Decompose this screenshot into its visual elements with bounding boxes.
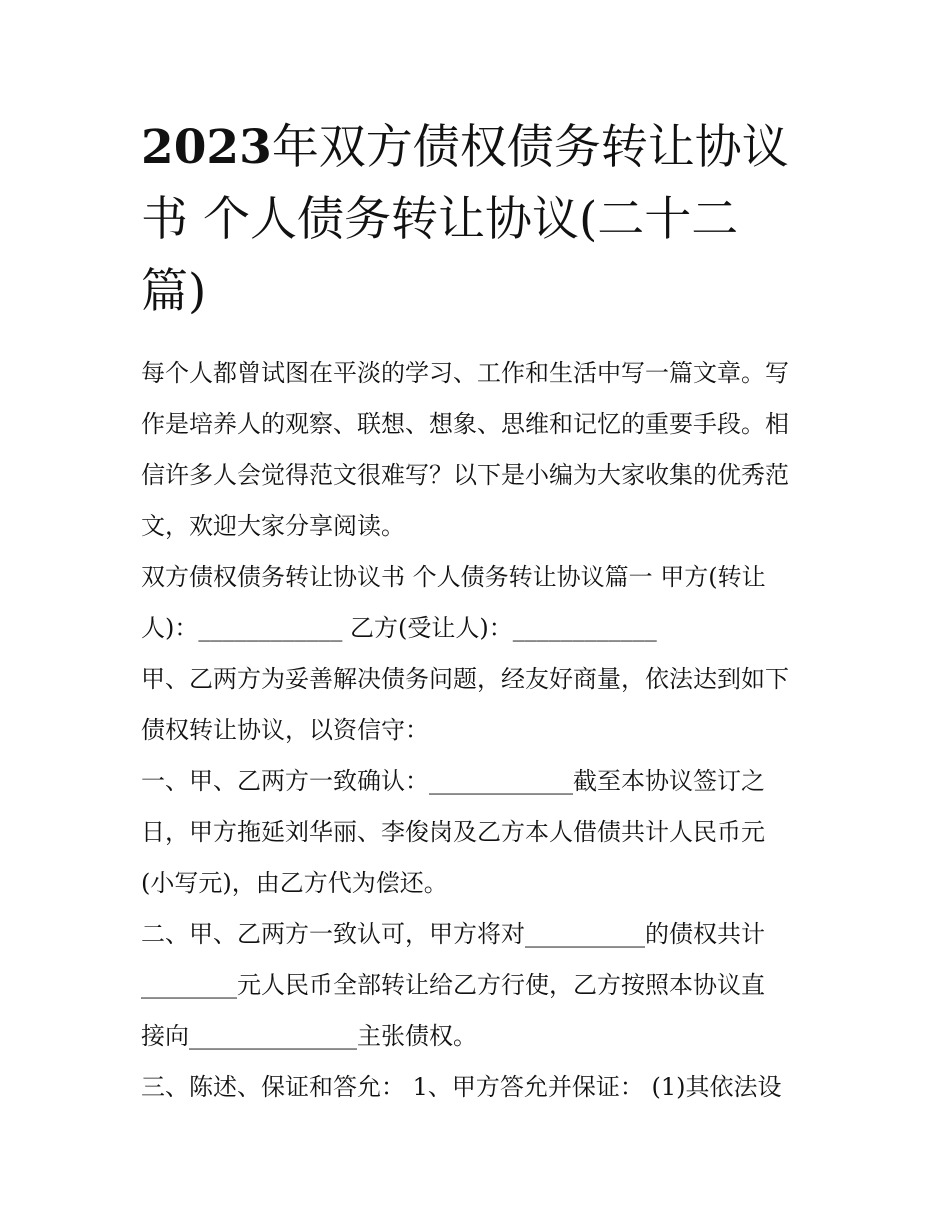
title-year: 2023 [141,120,272,175]
document-body [141,348,816,1113]
title-text-1: 年双方债权债务转让协议 [271,120,789,175]
paragraph-preamble [141,654,816,756]
document-title [141,112,816,328]
paragraph-intro [141,348,816,552]
text-line: 双方债权债务转让协议书 个人债务转让协议篇一 甲方(转让 [141,563,766,591]
text-line: 文，欢迎大家分享阅读。 [141,512,405,540]
text-line: 人)：____________ 乙方(受让人)：____________ [141,614,657,642]
text-line: (小写元)，由乙方代为偿还。 [141,869,448,897]
text-line: 三、陈述、保证和答允： 1、甲方答允并保证： (1)其依法设 [141,1073,782,1101]
text-line: 每个人都曾试图在平淡的学习、工作和生活中写一篇文章。写 [141,359,789,387]
text-line: 接向______________主张债权。 [141,1022,477,1050]
text-line: 作是培养人的观察、联想、想象、思维和记忆的重要手段。相 [141,410,789,438]
text-line: 二、甲、乙两方一致认可，甲方将对__________的债权共计 [141,920,765,948]
paragraph-clause-1 [141,756,816,909]
text-line: 债权转让协议，以资信守： [141,716,429,744]
paragraph-clause-2 [141,909,816,1062]
paragraph-parties [141,552,816,654]
text-line: 日，甲方拖延刘华丽、李俊岗及乙方本人借债共计人民币元 [141,818,765,846]
title-line-3: 篇) [141,264,207,319]
document-page [141,112,816,1113]
title-line-2: 书 个人债务转让协议(二十二 [141,192,739,247]
title-line-1 [141,112,816,184]
text-line: 信许多人会觉得范文很难写？以下是小编为大家收集的优秀范 [141,461,789,489]
text-line: ________元人民币全部转让给乙方行使，乙方按照本协议直 [141,971,765,999]
text-line: 甲、乙两方为妥善解决债务问题，经友好商量，依法达到如下 [141,665,789,693]
text-line: 一、甲、乙两方一致确认：____________截至本协议签订之 [141,767,765,795]
paragraph-clause-3 [141,1062,816,1113]
